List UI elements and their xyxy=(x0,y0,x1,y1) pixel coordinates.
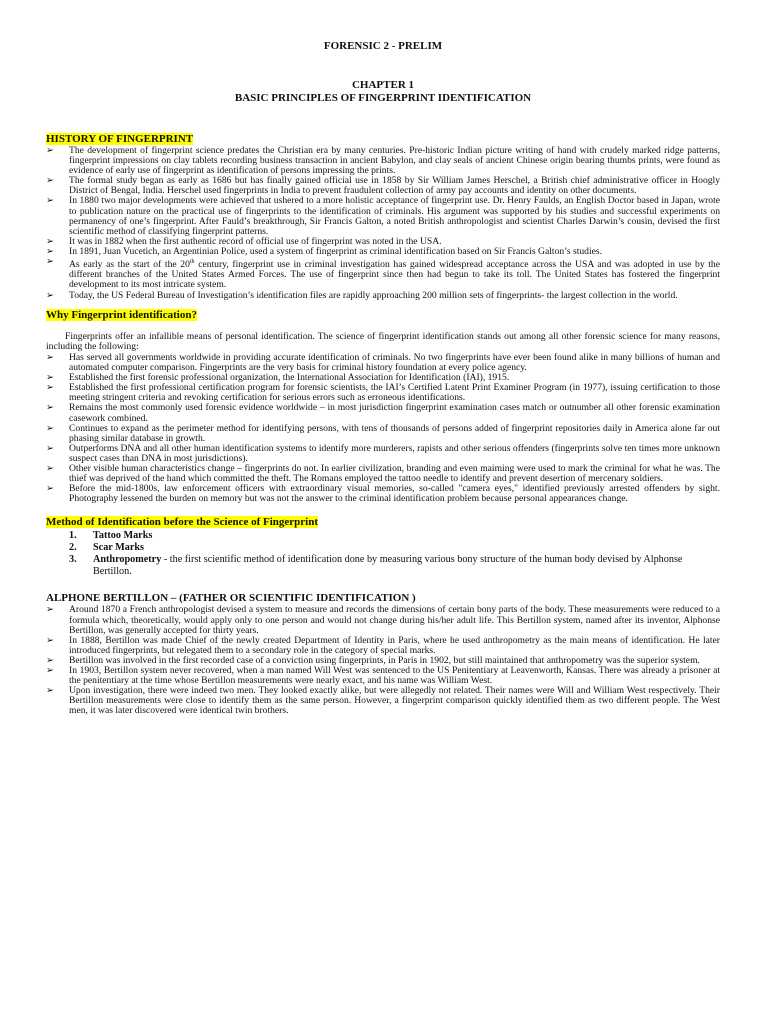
arrowhead-icon: ➢ xyxy=(46,175,55,187)
history-item xyxy=(46,257,720,290)
bertillon-bullet-list xyxy=(46,605,720,716)
arrowhead-icon: ➢ xyxy=(46,372,55,384)
arrowhead-icon: ➢ xyxy=(46,422,55,434)
arrowhead-icon: ➢ xyxy=(46,402,55,414)
why-item-text: Established the first forensic professional organization, the International Association for Identification (IAI), 1915. xyxy=(69,372,510,384)
arrowhead-icon: ➢ xyxy=(46,382,55,394)
history-item-text: As early as the start of the 20th century, fingerprint use in criminal investigation has gained widespread acceptance across the USA and was adopted in use by the different branches of the United States Armed Forces. The use of fingerprint since then had begun to take its toll. The United States has fostered the fingerprint development to its most intricate system. xyxy=(69,259,720,291)
method-item xyxy=(46,554,720,578)
history-item-text: In 1891, Juan Vucetich, an Argentinian Police, used a system of fingerprint as criminal identification based on Sir Francis Galton’s studies. xyxy=(69,245,603,257)
why-item-text: Before the mid-1800s, law enforcement officers with extraordinary visual memories, so-called "camera eyes," identified previously arrested offenders by sight. Photography lessened the burden on memory but was not the answer to the criminal identification problem because personal appearances change. xyxy=(69,483,720,505)
bertillon-item xyxy=(46,636,720,656)
arrowhead-icon: ➢ xyxy=(46,604,55,616)
method-number: 1. xyxy=(69,530,77,542)
history-item xyxy=(46,176,720,196)
bertillon-item xyxy=(46,666,720,686)
arrowhead-icon: ➢ xyxy=(46,685,55,697)
section-methods-title xyxy=(46,516,720,529)
history-item xyxy=(46,291,720,301)
section-bertillon-title: ALPHONE BERTILLON – (FATHER OR SCIENTIFIC IDENTIFICATION ) xyxy=(46,592,416,605)
why-intro-paragraph: Fingerprints offer an infallible means of personal identification. The science of fingerprint identification stands out among all other forensic science for many reasons, including the following: xyxy=(46,330,720,353)
method-item xyxy=(46,542,720,554)
arrowhead-icon: ➢ xyxy=(46,245,55,257)
method-label: Tattoo Marks xyxy=(93,530,153,542)
why-item xyxy=(46,484,720,504)
arrowhead-icon: ➢ xyxy=(46,463,55,475)
history-item xyxy=(46,196,720,236)
history-bullet-list xyxy=(46,146,720,301)
bertillon-item-text: Around 1870 a French anthropologist devised a system to measure and records the dimensions of certain bony parts of the body. These measurements were reduced to a formula which, theoretically, would apply only to one person and would not change during his/her adult life. This Bertillon system, named after its inventor, Alphonse Bertillon, was generally accepted for thirty years. xyxy=(69,604,720,636)
history-item-text: The development of fingerprint science predates the Christian era by many centuries. Pre-historic Indian picture writing of hand with crudely marked ridge patterns, fingerprint impressions on clay tablets recording business transaction in ancient Babylon, and clay seals of ancient Chinese origin bearing thumbs prints, were found as evidence of early use of fingerprint as identification of persons impressing the prints. xyxy=(69,145,720,177)
arrowhead-icon: ➢ xyxy=(46,664,55,676)
methods-numbered-list xyxy=(46,530,720,578)
chapter-number: CHAPTER 1 xyxy=(351,79,415,91)
arrowhead-icon: ➢ xyxy=(46,195,55,207)
arrowhead-icon: ➢ xyxy=(46,235,55,247)
course-title: FORENSIC 2 - PRELIM xyxy=(323,40,443,52)
chapter-title: BASIC PRINCIPLES OF FINGERPRINT IDENTIFICATION xyxy=(234,92,532,104)
why-item xyxy=(46,403,720,423)
history-item-text: Today, the US Federal Bureau of Investigation’s identification files are rapidly approaching 200 million sets of fingerprints- the largest collection in the world. xyxy=(69,289,678,301)
arrowhead-icon: ➢ xyxy=(46,483,55,495)
why-item-text: Has served all governments worldwide in providing accurate identification of criminals. No two fingerprints have ever been found alike in many billions of human and automated computer comparison. Fingerprints are the very basis for criminal history foundation at every police agency. xyxy=(69,352,720,374)
why-item-text: Continues to expand as the perimeter method for identifying persons, with tens of thousands of persons added of fingerprint repositories daily in America alone far out phasing similar database in growth. xyxy=(69,422,720,444)
why-item-text: Outperforms DNA and all other human identification systems to identify more murderers, rapists and other serious offenders (fingerprints solve ten times more unknown suspect cases than DNA in most jurisdictions). xyxy=(69,442,720,464)
arrowhead-icon: ➢ xyxy=(46,654,55,666)
section-why-title xyxy=(46,309,720,322)
history-item-text: The formal study began as early as 1686 but has finally gained official use in 1858 by Sir William James Herschel, a British chief administrative officer in Hoogly District of Bengal, India. Herschel used fingerprints in India to prevent fraudulent collection of army pay accounts and identity on other documents. xyxy=(69,175,720,197)
bertillon-item-text: In 1888, Bertillon was made Chief of the newly created Department of Identity in Paris, where he used anthropometry as the main means of identification. He later introduced fingerprints, but relegated them to a secondary role in the category of special marks. xyxy=(69,634,720,656)
why-item-text: Established the first professional certification program for forensic scientists, the IAI’s Certified Latent Print Examiner Program (in 1977), issuing certification to those meeting stringent criteria and revoking certification for serious errors such as erroneous identifications. xyxy=(69,382,720,404)
history-item-text: It was in 1882 when the first authentic record of official use of fingerprint was noted in the USA. xyxy=(69,235,442,247)
arrowhead-icon: ➢ xyxy=(46,145,55,156)
why-item xyxy=(46,424,720,444)
bertillon-item xyxy=(46,605,720,635)
history-title-highlight: HISTORY OF FINGERPRINT xyxy=(46,133,194,145)
method-label: Scar Marks xyxy=(93,542,145,554)
arrowhead-icon: ➢ xyxy=(46,289,55,301)
history-item-text: In 1880 two major developments were achieved that ushered to a more holistic acceptance of fingerprint use. Dr. Henry Faulds, an English Doctor based in Japan, wrote to publication nature on the practical use of fingerprints to the identification of criminals. His argument was supported by his studies and successful experiments on permanency of one’s fingerprint. After Fauld’s breakthrough, Sir Francis Galton, a noted British anthropologist and scientist Charles Darwin’s cousin, devised the first scientific method of classifying fingerprint patterns. xyxy=(69,195,720,237)
bertillon-item-text: In 1903, Bertillon system never recovered, when a man named Will West was sentenced to the US Penitentiary at Leavenworth, Kansas. There was already a prisoner at the penitentiary at the time whose Bertillon measurements were nearly exact, and his name was William West. xyxy=(69,664,720,687)
why-bullet-list xyxy=(46,353,720,504)
bertillon-item xyxy=(46,686,720,716)
arrowhead-icon: ➢ xyxy=(46,352,55,363)
why-title-highlight: Why Fingerprint identification? xyxy=(46,308,197,321)
ordinal-superscript: th xyxy=(189,259,195,266)
history-item xyxy=(46,146,720,176)
method-number: 3. xyxy=(69,554,77,566)
bertillon-item-text: Upon investigation, there were indeed two men. They looked exactly alike, but were allegedly not related. Their names were Will and William West respectively. Their Bertillon measurements were close to identify them as the same person. However, a fingerprint comparison quickly identified them as two different people. The West men, it was later discovered were identical twin brothers. xyxy=(69,685,720,717)
method-item xyxy=(46,530,720,542)
methods-title-highlight: Method of Identification before the Science of Fingerprint xyxy=(46,516,319,529)
history-item xyxy=(46,247,720,257)
arrowhead-icon: ➢ xyxy=(46,634,55,646)
arrowhead-icon: ➢ xyxy=(46,442,55,454)
why-item-text: Remains the most commonly used forensic evidence worldwide – in most jurisdiction fingerprint examination cases match or outnumber all other forensic examination casework combined. xyxy=(69,402,720,424)
arrowhead-icon: ➢ xyxy=(46,256,55,268)
method-description: - the first scientific method of identification done by measuring various bony structure of the human body devised by Alphonse Bertillon. xyxy=(93,554,683,578)
bertillon-item-text: Bertillon was involved in the first recorded case of a conviction using fingerprints, in Paris in 1902, but still maintained that anthropometry was the superior system. xyxy=(69,654,700,666)
why-item xyxy=(46,464,720,484)
method-number: 2. xyxy=(69,542,77,554)
method-label: Anthropometry xyxy=(93,554,162,566)
why-item xyxy=(46,444,720,464)
why-item xyxy=(46,353,720,373)
why-item xyxy=(46,383,720,403)
why-item-text: Other visible human characteristics change – fingerprints do not. In earlier civilization, branding and even maiming were used to mark the criminal for what he was. The thief was deprived of the hand which committed the theft. The Romans employed the tattoo needle to identify and prevent desertion of mercenary soldiers. xyxy=(69,463,720,485)
